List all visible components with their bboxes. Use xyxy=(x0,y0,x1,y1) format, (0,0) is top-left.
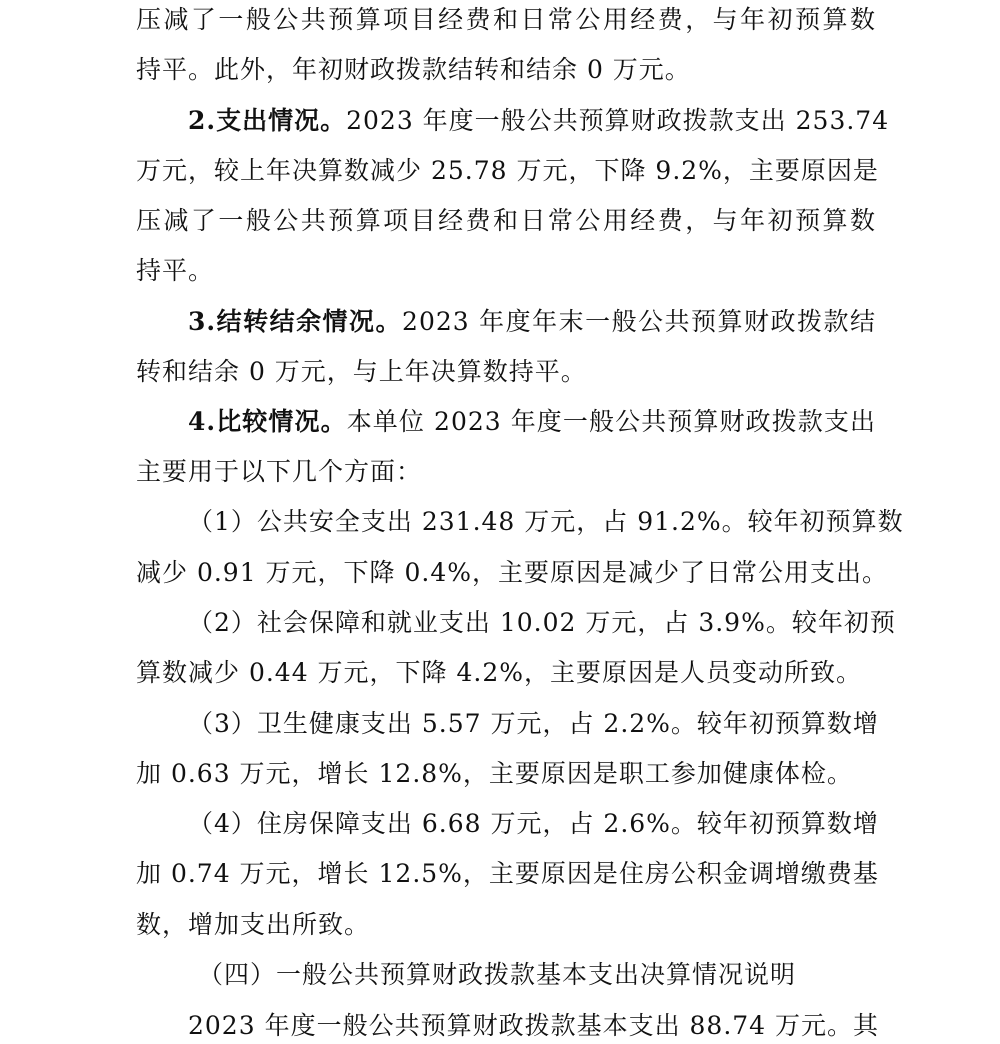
text-line: 压减了一般公共预算项目经费和日常公用经费，与年初预算数 xyxy=(136,5,876,34)
list-item-line: 数，增加支出所致。 xyxy=(136,910,371,939)
text-line: 主要用于以下几个方面： xyxy=(136,457,423,486)
text-line: 万元，较上年决算数减少 25.78 万元，下降 9.2%，主要原因是 xyxy=(136,156,879,185)
section-title: 3.结转结余情况。 xyxy=(188,307,403,336)
section-title: 4.比较情况。 xyxy=(188,407,347,436)
list-item-line: （1）公共安全支出 231.48 万元，占 91.2%。较年初预算数 xyxy=(188,507,904,536)
text-line: 转和结余 0 万元，与上年决算数持平。 xyxy=(136,357,587,386)
text-span: 2023 年度年末一般公共预算财政拨款结 xyxy=(402,307,876,336)
list-item-line: 加 0.74 万元，增长 12.5%，主要原因是住房公积金调增缴费基 xyxy=(136,859,879,888)
text-line: 压减了一般公共预算项目经费和日常公用经费，与年初预算数 xyxy=(136,206,876,235)
text-line: 持平。此外，年初财政拨款结转和结余 0 万元。 xyxy=(136,55,691,84)
list-item-line: 算数减少 0.44 万元，下降 4.2%，主要原因是人员变动所致。 xyxy=(136,658,863,687)
list-item-line: （3）卫生健康支出 5.57 万元，占 2.2%。较年初预算数增 xyxy=(188,709,879,738)
list-item-line: （4）住房保障支出 6.68 万元，占 2.6%。较年初预算数增 xyxy=(188,809,879,838)
list-item-line: （2）社会保障和就业支出 10.02 万元，占 3.9%。较年初预 xyxy=(188,608,896,637)
text-line: 2023 年度一般公共预算财政拨款基本支出 88.74 万元。其 xyxy=(188,1011,880,1040)
text-span: 2023 年度一般公共预算财政拨款支出 253.74 xyxy=(346,106,890,135)
text-line: 持平。 xyxy=(136,256,215,285)
section-heading: （四）一般公共预算财政拨款基本支出决算情况说明 xyxy=(198,960,797,989)
list-item-line: 减少 0.91 万元，下降 0.4%，主要原因是减少了日常公用支出。 xyxy=(136,558,889,587)
paragraph-first-line xyxy=(188,404,876,440)
paragraph-first-line xyxy=(188,103,890,139)
list-item-line: 加 0.63 万元，增长 12.8%，主要原因是职工参加健康体检。 xyxy=(136,759,853,788)
section-title: 2.支出情况。 xyxy=(188,106,347,135)
text-span: 本单位 2023 年度一般公共预算财政拨款支出 xyxy=(346,407,876,436)
paragraph-first-line xyxy=(188,304,876,340)
